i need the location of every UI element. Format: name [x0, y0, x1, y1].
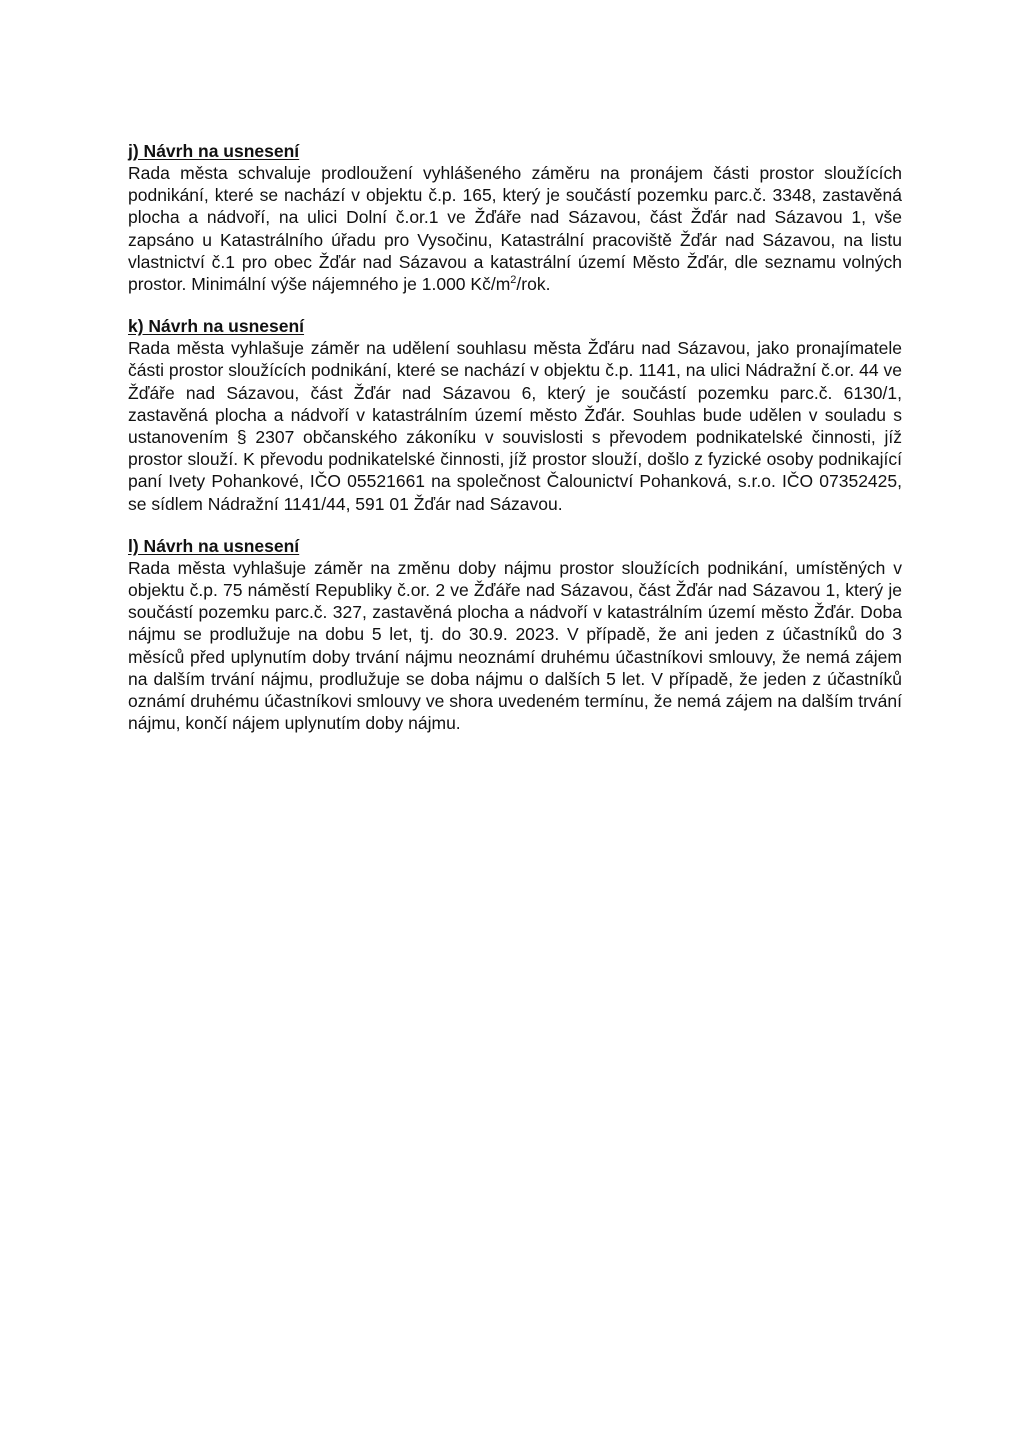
section-body-tail: /rok. — [516, 274, 551, 295]
document-page — [128, 140, 902, 754]
section-body: Rada města vyhlašuje záměr na udělení souhlasu města Žďáru nad Sázavou, jako pronajímatele části prostor sloužících podnikání, které se nachází v objektu č.p. 1141, na ulici Nádražní č.or. 44 ve Žďáře nad Sázavou, část Žďár nad Sázavou 6, který je součástí pozemku parc.č. 6130/1, zastavěná plocha a nádvoří v katastrálním území město Žďár. Souhlas bude udělen v souladu s ustanovením § 2307 občanského zákoníku v souvislosti s převodem podnikatelské činnosti, jíž prostor slouží. K převodu podnikatelské činnosti, jíž prostor slouží, došlo z fyzické osoby podnikající paní Ivety Pohankové, IČO 05521661 na společnost Čalounictví Pohanková, s.r.o. IČO 07352425, se sídlem Nádražní 1141/44, 591 01 Žďár nad Sázavou. — [128, 338, 902, 514]
resolution-section-k — [128, 315, 902, 515]
section-heading: k) Návrh na usnesení — [128, 316, 305, 337]
section-heading: j) Návrh na usnesení — [128, 141, 300, 161]
superscript: 2 — [510, 274, 517, 287]
section-body-text: Rada města schvaluje prodloužení vyhlášeného záměru na pronájem části prostor sloužících podnikání, které se nachází v objektu č.p. 165, který je součástí pozemku parc.č. 3348, zastavěná plocha a nádvoří, na ulici Dolní č.or.1 ve Žďáře nad Sázavou, část Žďár nad Sázavou 1, vše zapsáno u Katastrálního úřadu pro Vysočinu, Katastrální pracoviště Žďár nad Sázavou, na listu vlastnictví č.1 pro obec Žďár nad Sázavou a katastrální území Město Žďár, dle seznamu volných prostor. Minimální výše nájemného je 1.000 Kč/m — [128, 163, 902, 295]
resolution-section-j — [128, 140, 902, 295]
resolution-section-l — [128, 535, 902, 735]
section-heading: l) Návrh na usnesení — [128, 535, 300, 556]
section-body — [128, 162, 902, 295]
section-body: Rada města vyhlašuje záměr na změnu doby nájmu prostor sloužících podnikání, umístěných v objektu č.p. 75 náměstí Republiky č.or. 2 ve Žďáře nad Sázavou, část Žďár nad Sázavou 1, který je součástí pozemku parc.č. 327, zastavěná plocha a nádvoří v katastrálním území město Žďár. Doba nájmu se prodlužuje na dobu 5 let, tj. do 30.9. 2023. V případě, že ani jeden z účastníků do 3 měsíců před uplynutím doby trvání nájmu neoznámí druhému účastníkovi smlouvy, že nemá zájem na dalším trvání nájmu, prodlužuje se doba nájmu o dalších 5 let. V případě, že jeden z účastníků oznámí druhému účastníkovi smlouvy ve shora uvedeném termínu, že nemá zájem na dalším trvání nájmu, končí nájem uplynutím doby nájmu. — [128, 557, 902, 734]
